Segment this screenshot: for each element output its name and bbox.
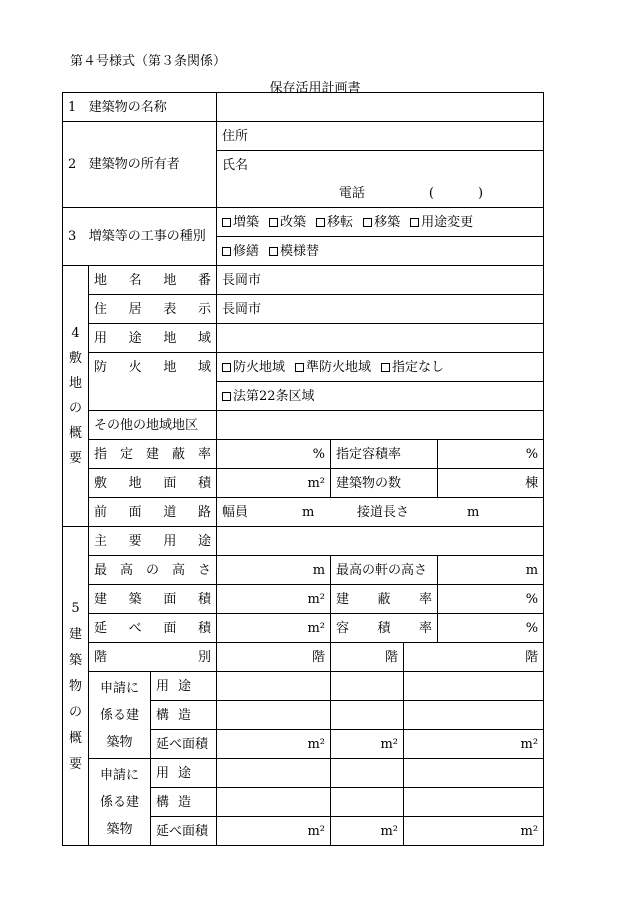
applicant1-area-floor1[interactable]: m² <box>217 730 331 759</box>
checkbox-icon <box>222 392 231 401</box>
applicant1-structure-floor2[interactable] <box>331 701 404 730</box>
max-eave-label: 最高の軒の高さ <box>331 556 438 585</box>
checkbox-fire-zone[interactable]: 防火地域 <box>222 361 285 374</box>
phone-label: 電話 <box>338 185 365 201</box>
applicant1-use-label: 用 途 <box>151 672 217 701</box>
site-overview-title: 4 敷 地 の 概 要 <box>63 266 89 527</box>
applicant2-area-floor3[interactable]: m² <box>404 817 544 846</box>
building-count-label: 建築物の数 <box>331 469 438 498</box>
checkbox-use-change[interactable]: 用途変更 <box>410 216 473 229</box>
applicant2-use-label: 用 途 <box>151 759 217 788</box>
owner-address-row <box>63 122 544 151</box>
applicant2-use-floor1[interactable] <box>217 759 331 788</box>
applicant2-area-floor1[interactable]: m² <box>217 817 331 846</box>
work-type-row-1 <box>63 208 544 237</box>
use-zone-field[interactable] <box>217 324 544 353</box>
other-zone-row <box>63 411 544 440</box>
front-road-label: 前 面 道 路 <box>89 498 217 527</box>
checkbox-relocation[interactable]: 移転 <box>316 216 353 229</box>
checkbox-article22-zone[interactable]: 法第22条区域 <box>222 390 315 403</box>
site-area-field[interactable]: m² <box>217 469 331 498</box>
floor-header-label: 階 別 <box>89 643 217 672</box>
front-road-row <box>63 498 544 527</box>
main-use-label: 主 要 用 途 <box>89 527 217 556</box>
total-floor-area-label: 延 べ 面 積 <box>89 614 217 643</box>
site-area-label: 敷 地 面 積 <box>89 469 217 498</box>
main-use-field[interactable] <box>217 527 544 556</box>
use-zone-row <box>63 324 544 353</box>
applicant1-structure-floor1[interactable] <box>217 701 331 730</box>
checkbox-remodel[interactable]: 模様替 <box>269 245 319 258</box>
floor-area-row <box>63 614 544 643</box>
plan-form-table <box>62 92 544 846</box>
checkbox-extension[interactable]: 増築 <box>222 216 259 229</box>
far-label: 指定容積率 <box>331 440 438 469</box>
checkbox-icon <box>222 363 231 372</box>
checkbox-icon <box>363 218 372 227</box>
building-name-field[interactable] <box>217 93 544 122</box>
coverage-row <box>63 440 544 469</box>
use-zone-label: 用 途 地 域 <box>89 324 217 353</box>
other-zone-field[interactable] <box>217 411 544 440</box>
floor-col-3[interactable]: 階 <box>404 643 544 672</box>
applicant2-area-floor2[interactable]: m² <box>331 817 404 846</box>
applicant1-area-label: 延べ面積 <box>151 730 217 759</box>
checkbox-repair[interactable]: 修繕 <box>222 245 259 258</box>
applicant1-use-row <box>63 672 544 701</box>
checkbox-transfer[interactable]: 移築 <box>363 216 400 229</box>
owner-address-field[interactable] <box>217 122 544 151</box>
building-area-row <box>63 585 544 614</box>
floor-area-ratio-label: 容 積 率 <box>331 614 438 643</box>
applicant2-area-label: 延べ面積 <box>151 817 217 846</box>
lot-number-field[interactable]: 長岡市 <box>217 266 544 295</box>
applicant2-structure-floor3[interactable] <box>404 788 544 817</box>
coverage-ratio-label: 指 定 建 蔽 率 <box>89 440 217 469</box>
other-zone-label: その他の地域地区 <box>89 411 217 440</box>
checkbox-icon <box>410 218 419 227</box>
name-label: 氏名 <box>222 157 249 173</box>
checkbox-icon <box>295 363 304 372</box>
applicant1-area-floor2[interactable]: m² <box>331 730 404 759</box>
lot-number-label: 地 名 地 番 <box>89 266 217 295</box>
work-type-label: 3 増築等の工事の種別 <box>63 208 217 266</box>
owner-phone-field[interactable]: 電話 ( ) <box>217 179 544 208</box>
applicant2-structure-floor2[interactable] <box>331 788 404 817</box>
applicant1-use-floor2[interactable] <box>331 672 404 701</box>
max-height-field[interactable]: m <box>217 556 331 585</box>
residence-address-field[interactable]: 長岡市 <box>217 295 544 324</box>
residence-address-row <box>63 295 544 324</box>
floor-col-2[interactable]: 階 <box>331 643 404 672</box>
applicant-building-label-1: 申請に 係る建 築物 <box>89 672 151 759</box>
form-number: 第４号様式（第３条関係） <box>70 54 227 69</box>
total-floor-area-field[interactable]: m² <box>217 614 331 643</box>
checkbox-icon <box>222 247 231 256</box>
checkbox-rebuild[interactable]: 改築 <box>269 216 306 229</box>
checkbox-icon <box>269 247 278 256</box>
fire-zone-options-1 <box>217 353 544 382</box>
checkbox-icon <box>222 218 231 227</box>
checkbox-no-designation[interactable]: 指定なし <box>381 361 444 374</box>
address-label: 住所 <box>222 128 249 144</box>
applicant2-use-floor2[interactable] <box>331 759 404 788</box>
coverage-ratio-field[interactable]: % <box>217 440 331 469</box>
floor-col-1[interactable]: 階 <box>217 643 331 672</box>
applicant1-structure-floor3[interactable] <box>404 701 544 730</box>
checkbox-icon <box>381 363 390 372</box>
applicant1-use-floor1[interactable] <box>217 672 331 701</box>
checkbox-icon <box>316 218 325 227</box>
work-type-options-1 <box>217 208 544 237</box>
applicant1-area-floor3[interactable]: m² <box>404 730 544 759</box>
floor-header-row <box>63 643 544 672</box>
residence-address-label: 住 居 表 示 <box>89 295 217 324</box>
building-coverage-field[interactable]: % <box>438 585 544 614</box>
main-use-row <box>63 527 544 556</box>
fire-zone-row-1 <box>63 353 544 382</box>
max-height-row <box>63 556 544 585</box>
far-field[interactable]: % <box>438 440 544 469</box>
applicant-building-label-2: 申請に 係る建 築物 <box>89 759 151 846</box>
building-name-label: 1 建築物の名称 <box>63 93 217 122</box>
applicant1-use-floor3[interactable] <box>404 672 544 701</box>
lot-number-row <box>63 266 544 295</box>
floor-area-ratio-field[interactable]: % <box>438 614 544 643</box>
checkbox-icon <box>269 218 278 227</box>
building-count-field[interactable]: 棟 <box>438 469 544 498</box>
checkbox-semi-fire-zone[interactable]: 準防火地域 <box>295 361 371 374</box>
work-type-options-2 <box>217 237 544 266</box>
building-area-label: 建 築 面 積 <box>89 585 217 614</box>
fire-zone-label: 防 火 地 域 <box>89 353 217 411</box>
section1-row <box>63 93 544 122</box>
building-area-field[interactable]: m² <box>217 585 331 614</box>
applicant2-use-floor3[interactable] <box>404 759 544 788</box>
applicant2-structure-floor1[interactable] <box>217 788 331 817</box>
building-coverage-label: 建 蔽 率 <box>331 585 438 614</box>
owner-label: 2 建築物の所有者 <box>63 122 217 208</box>
site-area-row <box>63 469 544 498</box>
fire-zone-options-2 <box>217 382 544 411</box>
max-eave-field[interactable]: m <box>438 556 544 585</box>
building-overview-title: 5 建 築 物 の 概 要 <box>63 527 89 846</box>
owner-name-field[interactable] <box>217 151 544 180</box>
document-title: 保存活用計画書 <box>269 81 361 96</box>
max-height-label: 最 高 の 高 さ <box>89 556 217 585</box>
applicant2-use-row <box>63 759 544 788</box>
applicant2-structure-label: 構 造 <box>151 788 217 817</box>
applicant1-structure-label: 構 造 <box>151 701 217 730</box>
front-road-field[interactable]: 幅員 m 接道長さ m <box>217 498 544 527</box>
